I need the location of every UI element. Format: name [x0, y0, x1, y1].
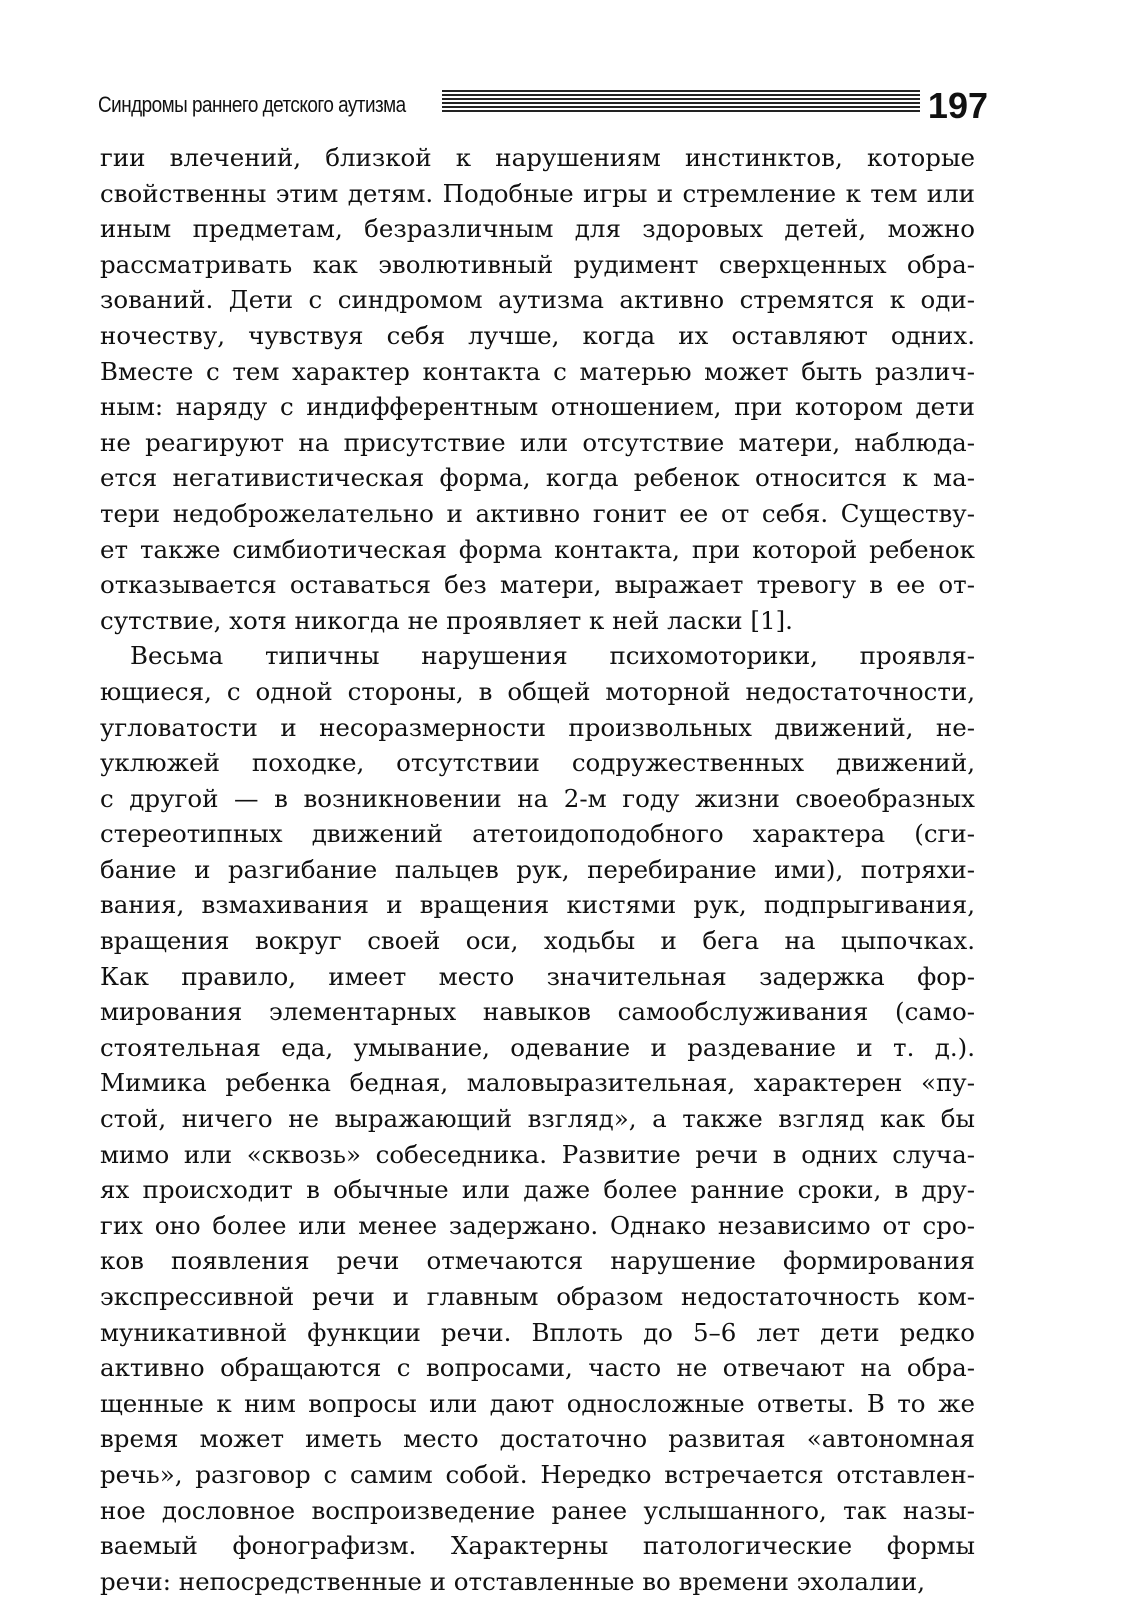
text-line: муникативной функции речи. Вплоть до 5–6 лет дети редко: [100, 1317, 975, 1347]
paragraph: [100, 638, 975, 1599]
page-number: 197: [927, 85, 988, 126]
text-line: ющиеся, с одной стороны, в общей моторной недостаточности,: [100, 676, 975, 706]
header-rule-lines: [442, 90, 920, 114]
text-line: Весьма типичны нарушения психомоторики, проявля-: [130, 641, 975, 671]
text-line: мимо или «сквозь» собеседника. Развитие речи в одних случа-: [100, 1139, 975, 1169]
text-line: мирования элементарных навыков самообслуживания (само-: [100, 997, 975, 1027]
text-line: Мимика ребенка бедная, маловыразительная, характерен «пу-: [100, 1068, 975, 1098]
text-line: гии влечений, близкой к нарушениям инстинктов, которые: [100, 143, 975, 172]
paragraph: [100, 140, 975, 638]
text-line: ным: наряду с индифферентным отношением, при котором дети: [100, 392, 975, 422]
text-line: ное дословное воспроизведение ранее услышанного, так назы-: [100, 1495, 975, 1525]
text-line: иным предметам, безразличным для здоровых детей, можно: [100, 214, 975, 244]
text-line: ваемый фонографизм. Характерны патологические формы: [100, 1531, 975, 1561]
running-header-title: Синдромы раннего детского аутизма: [98, 92, 406, 117]
text-line: Как правило, имеет место значительная задержка фор-: [100, 961, 975, 991]
text-line: стереотипных движений атетоидоподобного характера (сги-: [100, 819, 975, 849]
text-line: речь», разговор с самим собой. Нередко встречается отставлен-: [100, 1459, 975, 1489]
text-line: не реагируют на присутствие или отсутствие матери, наблюда-: [100, 427, 975, 457]
body-text: [100, 140, 975, 1599]
text-line: тери недоброжелательно и активно гонит ее от себя. Существу-: [100, 498, 975, 528]
text-line: зований. Дети с синдромом аутизма активно стремятся к оди-: [100, 285, 975, 315]
running-header: [98, 78, 988, 124]
text-line: щенные к ним вопросы или дают односложные ответы. В то же: [100, 1388, 975, 1418]
text-line: ется негативистическая форма, когда ребенок относится к ма-: [100, 463, 975, 493]
text-line: рассматривать как эволютивный рудимент сверхценных обра-: [100, 249, 975, 279]
text-line: угловатости и несоразмерности произвольных движений, не-: [100, 712, 975, 742]
text-line: ков появления речи отмечаются нарушение формирования: [100, 1246, 975, 1276]
text-line: бание и разгибание пальцев рук, перебирание ими), потряхи-: [100, 854, 975, 884]
text-line: гих оно более или менее задержано. Однако независимо от сро-: [100, 1210, 975, 1240]
text-line: экспрессивной речи и главным образом недостаточность ком-: [100, 1282, 975, 1311]
text-line: стоятельная еда, умывание, одевание и раздевание и т. д.).: [100, 1032, 975, 1062]
text-line: ночеству, чувствуя себя лучше, когда их оставляют одних.: [100, 320, 975, 350]
text-line: речи: непосредственные и отставленные во времени эхолалии,: [100, 1566, 926, 1596]
text-line: ет также симбиотическая форма контакта, при которой ребенок: [100, 534, 975, 564]
text-line: стой, ничего не выражающий взгляд», а также взгляд как бы: [100, 1104, 975, 1134]
text-line: сутствие, хотя никогда не проявляет к ней ласки [1].: [100, 605, 793, 635]
text-line: Вместе с тем характер контакта с матерью может быть различ-: [100, 356, 975, 386]
text-line: активно обращаются с вопросами, часто не отвечают на обра-: [100, 1353, 975, 1383]
text-line: с другой — в возникновении на 2-м году жизни своеобразных: [100, 783, 975, 813]
text-line: отказывается оставаться без матери, выражает тревогу в ее от-: [100, 570, 975, 600]
text-line: свойственны этим детям. Подобные игры и стремление к тем или: [100, 178, 975, 208]
text-line: уклюжей походке, отсутствии содружественных движений,: [100, 748, 975, 778]
text-line: ях происходит в обычные или даже более ранние сроки, в дру-: [100, 1175, 975, 1205]
text-line: вания, взмахивания и вращения кистями рук, подпрыгивания,: [100, 890, 975, 920]
text-line: вращения вокруг своей оси, ходьбы и бега на цыпочках.: [100, 926, 975, 956]
text-line: время может иметь место достаточно развитая «автономная: [100, 1424, 975, 1454]
